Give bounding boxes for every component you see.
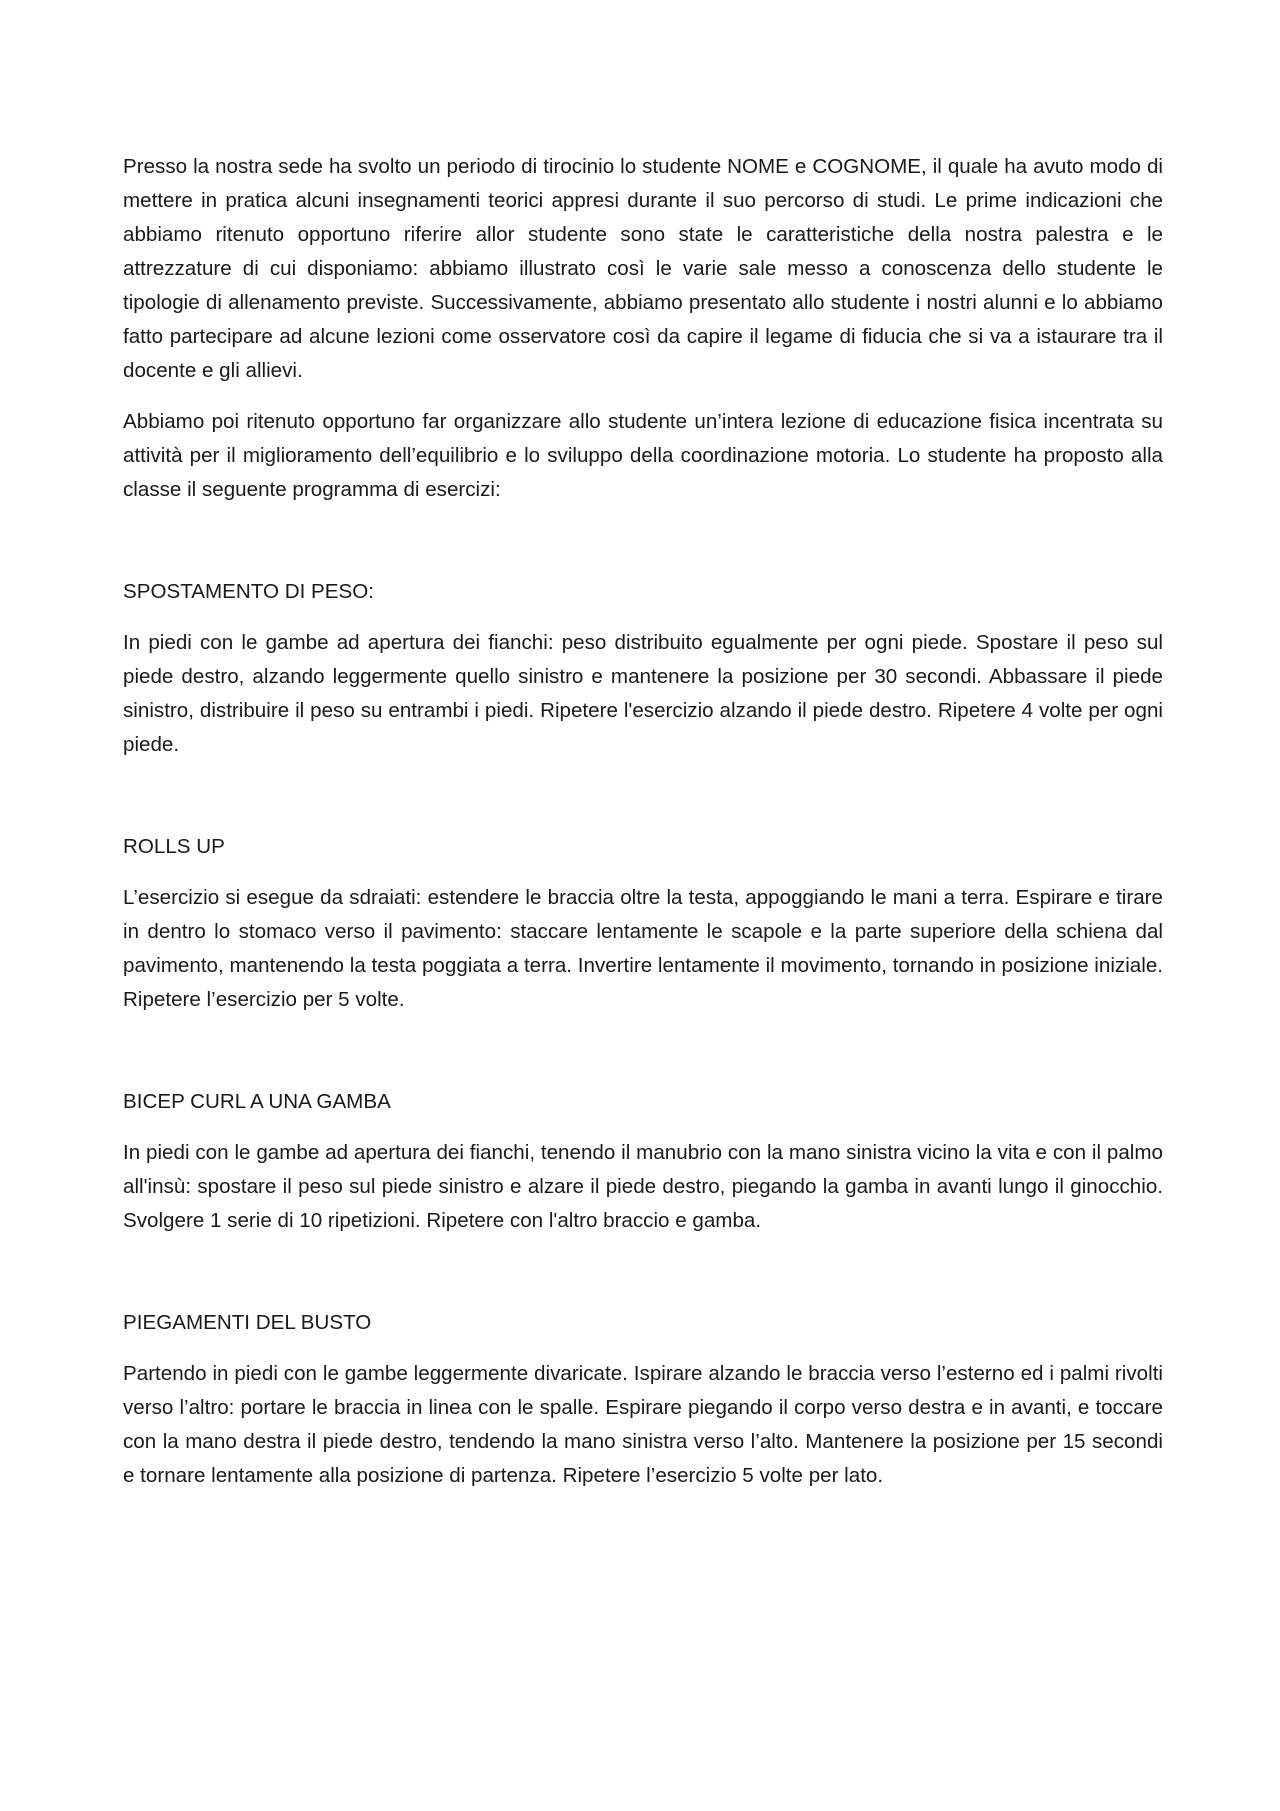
exercise-text-rolls-up: L’esercizio si esegue da sdraiati: estendere le braccia oltre la testa, appoggiando le mani a terra. Espirare e tirare in dentro lo stomaco verso il pavimento: staccare lentamente le scapole e la parte superiore della schiena dal pavimento, mantenendo la testa poggiata a terra. Invertire lentamente il movimento, tornando in posizione iniziale. Ripetere l’esercizio per 5 volte. xyxy=(123,886,1163,1011)
exercise-title-piegamenti: PIEGAMENTI DEL BUSTO xyxy=(123,1311,372,1334)
intro-paragraph-2: Abbiamo poi ritenuto opportuno far organizzare allo studente un’intera lezione di educazione fisica incentrata su attività per il miglioramento dell’equilibrio e lo sviluppo della coordinazione motoria. Lo studente ha proposto alla classe il seguente programma di esercizi: xyxy=(123,410,1163,501)
exercise-text-spostamento: In piedi con le gambe ad apertura dei fianchi: peso distribuito egualmente per ogni piede. Spostare il peso sul piede destro, alzando leggermente quello sinistro e mantenere la posizione per 30 secondi. Abbassare il piede sinistro, distribuire il peso su entrambi i piedi. Ripetere l'esercizio alzando il piede destro. Ripetere 4 volte per ogni piede. xyxy=(123,631,1163,756)
spacer xyxy=(123,779,1163,830)
spacer xyxy=(123,524,1163,575)
exercise-text-bicep-curl: In piedi con le gambe ad apertura dei fianchi, tenendo il manubrio con la mano sinistra vicino la vita e con il palmo all'insù: spostare il peso sul piede sinistro e alzare il piede destro, piegando la gamba in avanti lungo il ginocchio. Svolgere 1 serie di 10 ripetizioni. Ripetere con l'altro braccio e gamba. xyxy=(123,1141,1163,1232)
intro-paragraph-1: Presso la nostra sede ha svolto un periodo di tirocinio lo studente NOME e COGNOME, il quale ha avuto modo di mettere in pratica alcuni insegnamenti teorici appresi durante il suo percorso di studi. Le prime indicazioni che abbiamo ritenuto opportuno riferire allor studente sono state le caratteristiche della nostra palestra e le attrezzature di cui disponiamo: abbiamo illustrato così le varie sale messo a conoscenza dello studente le tipologie di allenamento previste. Successivamente, abbiamo presentato allo studente i nostri alunni e lo abbiamo fatto partecipare ad alcune lezioni come osservatore così da capire il legame di fiducia che si va a istaurare tra il docente e gli allievi. xyxy=(123,155,1163,382)
exercise-text-piegamenti: Partendo in piedi con le gambe leggermente divaricate. Ispirare alzando le braccia verso l’esterno ed i palmi rivolti verso l’altro: portare le braccia in linea con le spalle. Espirare piegando il corpo verso destra e in avanti, e toccare con la mano destra il piede destro, tendendo la mano sinistra verso l’alto. Mantenere la posizione per 15 secondi e tornare lentamente alla posizione di partenza. Ripetere l’esercizio 5 volte per lato. xyxy=(123,1362,1163,1487)
exercise-title-rolls-up: ROLLS UP xyxy=(123,835,225,858)
exercise-title-spostamento: SPOSTAMENTO DI PESO: xyxy=(123,580,374,603)
document-page xyxy=(123,150,1163,1510)
spacer xyxy=(123,1255,1163,1306)
spacer xyxy=(123,1034,1163,1085)
exercise-title-bicep-curl: BICEP CURL A UNA GAMBA xyxy=(123,1090,391,1113)
